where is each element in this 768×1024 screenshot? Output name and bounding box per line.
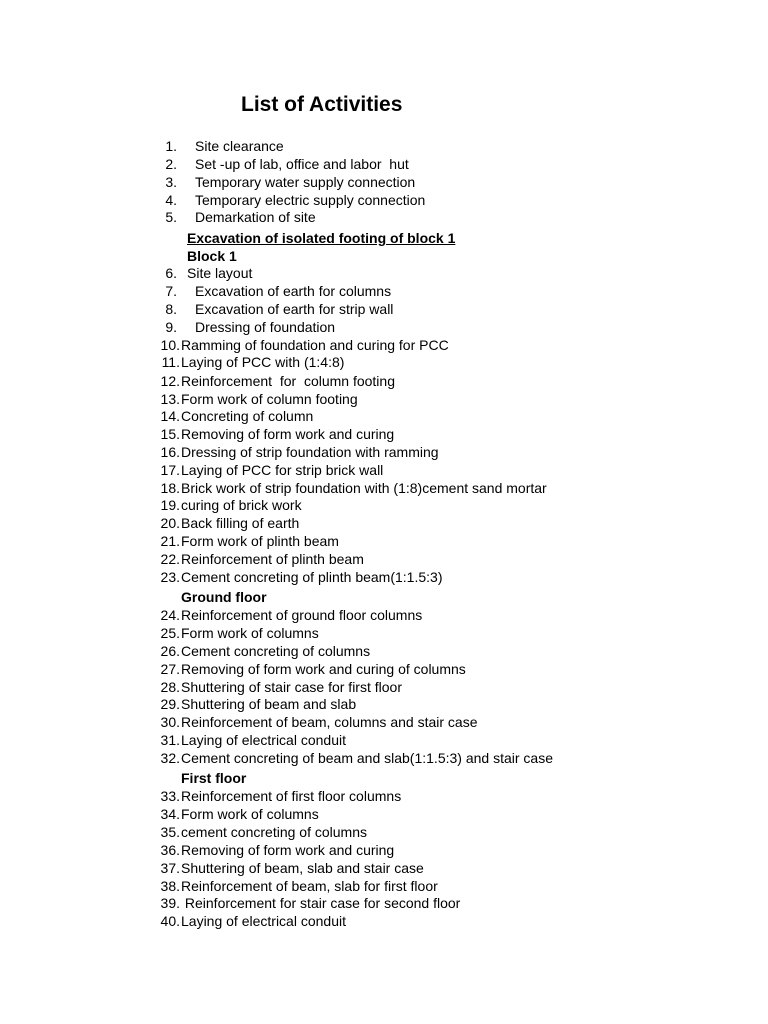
item-number: 36.: [160, 842, 180, 858]
item-text: Back filling of earth: [181, 515, 300, 531]
item-text: Excavation of earth for strip wall: [195, 301, 394, 317]
list-item: [155, 805, 319, 823]
item-text: Reinforcement of beam, columns and stair case: [181, 714, 478, 730]
item-text: Concreting of column: [181, 408, 314, 424]
list-item: [155, 461, 383, 479]
item-number: 33.: [160, 788, 180, 804]
list-item: [160, 191, 425, 209]
item-number: 37.: [160, 860, 180, 876]
item-text: Removing of form work and curing: [181, 842, 395, 858]
list-item: [155, 496, 302, 514]
list-item: [155, 407, 313, 425]
list-item: [155, 678, 402, 696]
section-heading: Ground floor: [181, 589, 267, 605]
item-number: 26.: [160, 643, 180, 659]
item-number: 2.: [165, 156, 177, 172]
list-item: [160, 264, 252, 282]
list-item: [155, 390, 358, 408]
list-item: [160, 318, 335, 336]
item-text: Reinforcement of plinth beam: [181, 551, 364, 567]
item-number: 28.: [160, 679, 180, 695]
item-text: Reinforcement for stair case for second floor: [181, 895, 461, 911]
item-number: 39.: [160, 895, 180, 911]
list-item: [155, 353, 344, 371]
item-number: 21.: [160, 533, 180, 549]
list-item: [155, 731, 346, 749]
list-item: [155, 695, 356, 713]
item-number: 16.: [160, 444, 180, 460]
item-text: cement concreting of columns: [181, 824, 367, 840]
section-heading: First floor: [181, 770, 247, 786]
item-text: Cement concreting of beam and slab(1:1.5:3) and stair case: [181, 750, 553, 766]
item-number: 9.: [165, 319, 177, 335]
list-item: [155, 859, 424, 877]
item-number: 29.: [160, 696, 180, 712]
item-text: Site clearance: [195, 138, 284, 154]
item-text: Shuttering of stair case for first floor: [181, 679, 402, 695]
section-heading: Excavation of isolated footing of block 1: [187, 230, 456, 246]
item-number: 38.: [160, 878, 180, 894]
item-text: Removing of form work and curing of columns: [181, 661, 466, 677]
item-number: 11.: [161, 354, 180, 370]
list-item: [160, 155, 409, 173]
item-number: 35.: [160, 824, 180, 840]
list-item: [160, 300, 393, 318]
list-item: [155, 606, 422, 624]
list-item: [155, 912, 346, 930]
item-text: Form work of columns: [181, 625, 319, 641]
item-number: 19.: [160, 497, 180, 513]
list-item: [155, 624, 319, 642]
item-number: 15.: [160, 426, 180, 442]
list-item: [155, 568, 442, 586]
item-text: Form work of column footing: [181, 391, 358, 407]
item-text: Reinforcement of first floor columns: [181, 788, 402, 804]
item-text: Laying of PCC for strip brick wall: [181, 462, 384, 478]
item-text: Cement concreting of plinth beam(1:1.5:3): [181, 569, 443, 585]
item-text: Shuttering of beam and slab: [181, 696, 357, 712]
item-number: 10.: [160, 337, 180, 353]
list-item: [155, 479, 547, 497]
item-number: 18.: [160, 480, 180, 496]
item-text: Laying of PCC with (1:4:8): [181, 354, 345, 370]
list-item: [160, 282, 391, 300]
item-text: Reinforcement of beam, slab for first floor: [181, 878, 438, 894]
list-item: [155, 841, 394, 859]
list-item: [160, 173, 415, 191]
item-text: Dressing of foundation: [195, 319, 336, 335]
item-number: 27.: [160, 661, 180, 677]
item-number: 1.: [165, 138, 177, 154]
list-item: [160, 137, 284, 155]
section-heading: Block 1: [187, 248, 237, 264]
item-number: 31.: [160, 732, 180, 748]
item-number: 34.: [160, 806, 180, 822]
item-text: Cement concreting of columns: [181, 643, 371, 659]
item-text: Excavation of earth for columns: [195, 283, 392, 299]
item-number: 40.: [160, 913, 180, 929]
item-text: Laying of electrical conduit: [181, 913, 346, 929]
item-text: Ramming of foundation and curing for PCC: [181, 337, 449, 353]
item-text: Form work of columns: [181, 806, 319, 822]
item-text: Removing of form work and curing: [181, 426, 395, 442]
item-number: 23.: [160, 569, 180, 585]
item-text: Laying of electrical conduit: [181, 732, 346, 748]
list-item: [155, 443, 439, 461]
item-number: 32.: [160, 750, 180, 766]
item-text: Demarkation of site: [195, 209, 316, 225]
item-text: Temporary electric supply connection: [195, 192, 426, 208]
item-number: 6.: [165, 265, 177, 281]
list-item: [155, 749, 553, 767]
list-item: [155, 532, 339, 550]
list-item: [155, 823, 367, 841]
list-item: [155, 787, 401, 805]
item-number: 8.: [165, 301, 177, 317]
item-number: 24.: [160, 607, 180, 623]
item-number: 14.: [160, 408, 180, 424]
item-text: Form work of plinth beam: [181, 533, 339, 549]
item-text: Site layout: [187, 265, 253, 281]
list-item: [155, 877, 438, 895]
item-number: 30.: [160, 714, 180, 730]
item-number: 17.: [160, 462, 180, 478]
list-item: [155, 372, 395, 390]
item-text: Temporary water supply connection: [195, 174, 416, 190]
item-number: 12.: [160, 373, 180, 389]
list-item: [155, 336, 449, 354]
list-item: [155, 425, 394, 443]
item-text: Shuttering of beam, slab and stair case: [181, 860, 424, 876]
list-item: [155, 642, 370, 660]
item-number: 4.: [165, 192, 177, 208]
list-item: [155, 713, 477, 731]
item-number: 13.: [160, 391, 180, 407]
page-title: List of Activities: [241, 93, 403, 116]
list-item: [155, 894, 460, 912]
item-text: Set -up of lab, office and labor hut: [195, 156, 409, 172]
item-number: 20.: [160, 515, 180, 531]
item-text: Reinforcement of ground floor columns: [181, 607, 423, 623]
item-number: 22.: [160, 551, 180, 567]
list-item: [155, 550, 364, 568]
list-item: [155, 514, 299, 532]
list-item: [160, 208, 316, 226]
item-number: 25.: [160, 625, 180, 641]
item-number: 5.: [165, 209, 177, 225]
item-number: 3.: [165, 174, 177, 190]
item-text: Reinforcement for column footing: [181, 373, 395, 389]
item-text: Dressing of strip foundation with ramming: [181, 444, 439, 460]
item-text: Brick work of strip foundation with (1:8)cement sand mortar: [181, 480, 547, 496]
item-number: 7.: [165, 283, 177, 299]
item-text: curing of brick work: [181, 497, 302, 513]
list-item: [155, 660, 466, 678]
